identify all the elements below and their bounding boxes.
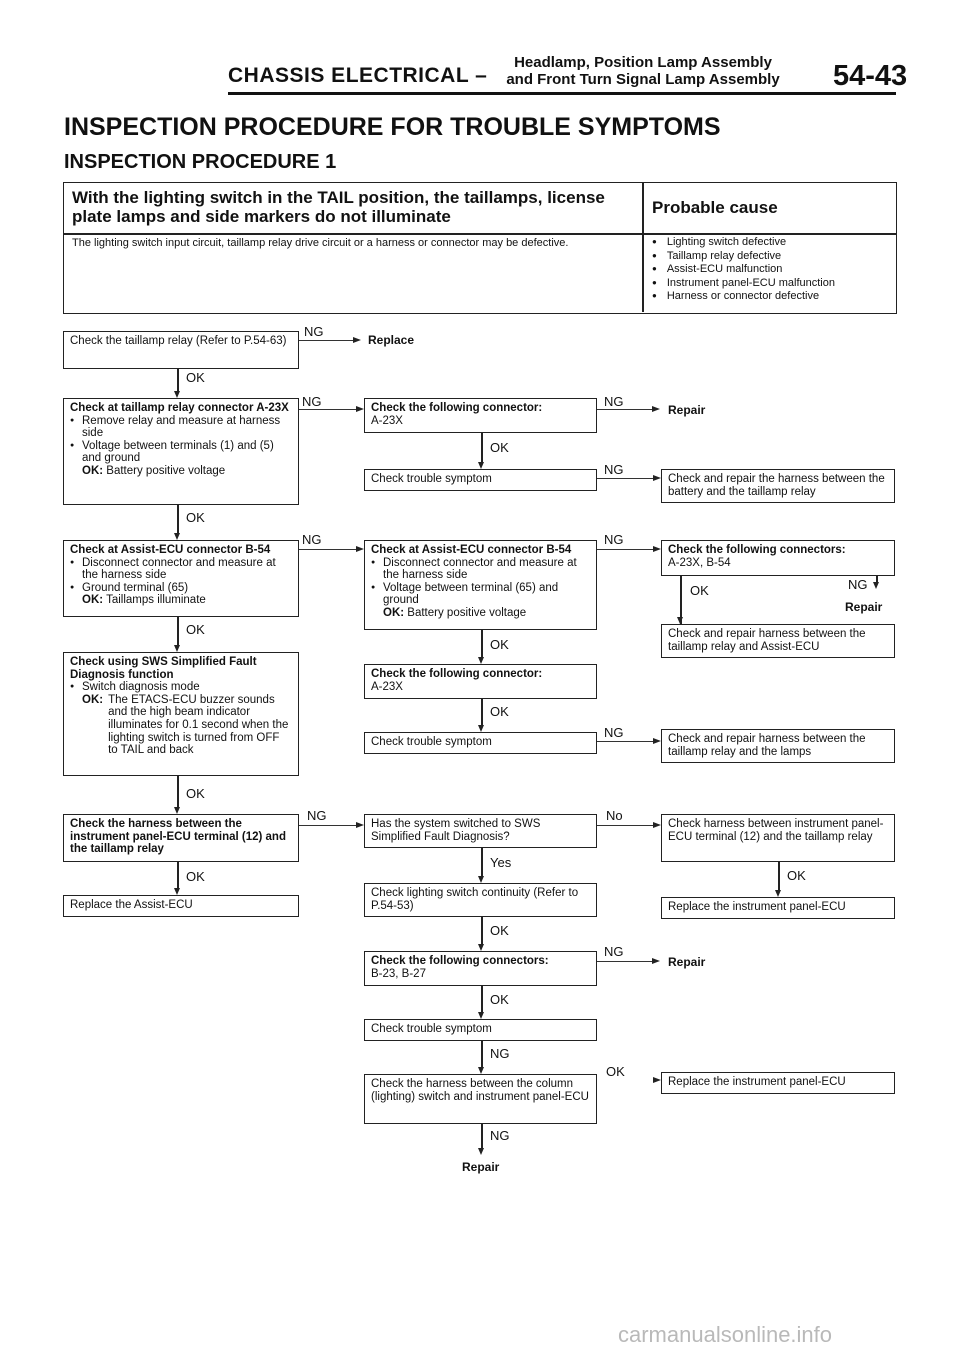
arrow-down-icon [174,391,180,398]
watermark: carmanualsonline.info [618,1322,833,1347]
step-item: ● Disconnect connector and measure at the harness side [70,557,292,582]
step-sws-diagnosis: Check using SWS Simplified Fault Diagnosis function ● Switch diagnosis mode OK: The ETACS-ECU buzzer sounds and the high beam indicator illuminates for 0.1 second when the lighting switch is turned from OFF to TAIL and back [63,652,299,776]
step-item: ● Switch diagnosis mode [70,681,292,694]
cause-item: ● Assist-ECU malfunction [652,263,835,277]
arrow-down-icon [478,1067,484,1074]
repair-label: Repair [668,955,706,969]
section-title: CHASSIS ELECTRICAL – [228,64,488,87]
arrow-down-icon [174,645,180,652]
step-check-ipecu-relay-harness: Check the harness between the instrument panel-ECU terminal (12) and the taillamp relay [63,814,299,862]
ok-label: OK [690,583,709,598]
flow-line [481,1124,483,1148]
step-check-taillamp-relay: Check the taillamp relay (Refer to P.54-63) [63,331,299,369]
arrow-right-icon [652,406,660,412]
step-check-connectors-a23x-b54: Check the following connectors: A-23X, B-54 [661,540,895,576]
flow-line [597,549,653,550]
arrow-down-icon [677,617,683,624]
flow-line [177,862,179,888]
ok-label: OK [186,622,205,637]
cause-item: ● Lighting switch defective [652,236,835,250]
table-divider [63,233,896,235]
step-check-column-switch-harness: Check the harness between the column (lighting) switch and instrument panel-ECU [364,1074,597,1124]
arrow-down-icon [775,890,781,897]
step-check-ipecu-harness: Check harness between instrument panel-ECU terminal (12) and the taillamp relay [661,814,895,862]
arrow-down-icon [478,657,484,664]
header-rule [228,92,896,95]
arrow-down-icon [478,944,484,951]
ok-label: OK [606,1064,625,1079]
ok-label: OK [186,370,205,385]
symptom-description: The lighting switch input circuit, taillamp relay drive circuit or a harness or connector may be defective. [72,237,569,249]
step-replace-ipecu-2: Replace the instrument panel-ECU [661,1072,895,1094]
step-item: ● Remove relay and measure at harness side [70,415,292,440]
flow-line [299,340,353,341]
flow-line [177,505,179,533]
flow-line [597,409,652,410]
step-item: ● Disconnect connector and measure at the harness side [371,557,590,582]
ng-label: NG [490,1046,510,1061]
replace-label: Replace [368,333,415,347]
flow-line [299,409,356,410]
arrow-down-icon [478,725,484,732]
ok-label: OK [490,992,509,1007]
arrow-down-icon [873,582,879,589]
step-replace-ipecu: Replace the instrument panel-ECU [661,897,895,919]
ng-label: NG [302,394,322,409]
flow-line [177,369,179,391]
flow-line [778,862,780,890]
flow-line [481,848,483,876]
arrow-down-icon [478,462,484,469]
ng-label: NG [604,462,624,477]
step-check-assist-ecu-voltage: Check at Assist-ECU connector B-54 ● Disconnect connector and measure at the harness side ● Voltage between terminal (65) and ground OK: Battery positive voltage [364,540,597,630]
step-check-trouble-symptom: Check trouble symptom [364,469,597,491]
page-number: 54-43 [833,60,908,92]
flow-line [481,1041,483,1067]
ok-label: OK [490,637,509,652]
step-check-connectors-b23-b27: Check the following connectors: B-23, B-27 [364,951,597,986]
arrow-right-icon [653,546,661,552]
arrow-down-icon [174,807,180,814]
ok-label: OK [490,704,509,719]
step-check-connector-a23x: Check the following connector: A-23X [364,398,597,433]
step-item: ● Voltage between terminals (1) and (5) and ground [70,440,292,465]
step-item: ● Ground terminal (65) [70,582,292,595]
ng-label: NG [604,532,624,547]
ng-label: NG [604,944,624,959]
procedure-title: INSPECTION PROCEDURE 1 [64,151,337,173]
step-item: ● Voltage between terminal (65) and ground [371,582,590,607]
arrow-right-icon [653,1077,661,1083]
step-check-assist-ecu-ground: Check at Assist-ECU connector B-54 ● Disconnect connector and measure at the harness side ● Ground terminal (65) OK: Taillamps illuminate [63,540,299,617]
step-question-sws-switched: Has the system switched to SWS Simplified Fault Diagnosis? [364,814,597,848]
no-label: No [606,808,623,823]
flow-line [481,917,483,944]
step-repair-relay-ecu-harness: Check and repair harness between the taillamp relay and Assist-ECU [661,624,895,658]
cause-item: ● Taillamp relay defective [652,250,835,264]
repair-label: Repair [845,600,883,614]
page-title: INSPECTION PROCEDURE FOR TROUBLE SYMPTOMS [64,113,721,141]
step-repair-battery-harness: Check and repair the harness between the battery and the taillamp relay [661,469,895,503]
ng-label: NG [307,808,327,823]
arrow-right-icon [356,406,364,412]
ng-label: NG [848,577,868,592]
flow-line [177,776,179,807]
flow-line [597,825,653,826]
step-check-trouble-symptom-3: Check trouble symptom [364,1019,597,1041]
ng-label: NG [304,324,324,339]
arrow-right-icon [356,546,364,552]
arrow-right-icon [652,958,660,964]
arrow-right-icon [353,337,361,343]
arrow-down-icon [478,1148,484,1155]
repair-label: Repair [462,1160,500,1174]
step-repair-relay-lamps-harness: Check and repair harness between the taillamp relay and the lamps [661,729,895,763]
step-replace-assist-ecu: Replace the Assist-ECU [63,895,299,917]
step-check-relay-connector: Check at taillamp relay connector A-23X ● Remove relay and measure at harness side ● Voltage between terminals (1) and (5) and ground OK: Battery positive voltage [63,398,299,505]
flow-line [299,825,356,826]
cause-item: ● Instrument panel-ECU malfunction [652,277,835,291]
arrow-right-icon [653,738,661,744]
ng-label: NG [604,394,624,409]
cause-item: ● Harness or connector defective [652,290,835,304]
step-check-connector-a23x-2: Check the following connector: A-23X [364,664,597,699]
table-divider [642,182,644,312]
ok-label: OK [186,510,205,525]
flow-line [597,961,652,962]
repair-label: Repair [668,403,706,417]
ok-label: OK [490,923,509,938]
flow-line [177,617,179,645]
flow-line [481,630,483,657]
arrow-right-icon [356,822,364,828]
ok-label: OK [186,869,205,884]
flow-line [481,433,483,462]
ng-label: NG [490,1128,510,1143]
ok-label: OK [490,440,509,455]
ok-label: OK [186,786,205,801]
ng-label: NG [302,532,322,547]
yes-label: Yes [490,855,512,870]
flow-line [597,741,653,742]
flow-line [597,478,653,479]
probable-cause-list [652,236,835,304]
arrow-down-icon [174,533,180,540]
ng-label: NG [604,725,624,740]
section-subtitle: Headlamp, Position Lamp Assembly and Front Turn Signal Lamp Assembly [506,54,780,88]
probable-cause-heading: Probable cause [652,198,778,217]
arrow-right-icon [653,475,661,481]
flow-line [481,699,483,725]
arrow-down-icon [478,1012,484,1019]
arrow-down-icon [174,888,180,895]
step-check-trouble-symptom-2: Check trouble symptom [364,732,597,754]
arrow-right-icon [653,822,661,828]
flow-line [299,549,356,550]
symptom-title: With the lighting switch in the TAIL position, the taillamps, license plate lamps and side markers do not illuminate [72,188,605,226]
flow-line [481,986,483,1012]
step-check-lighting-switch: Check lighting switch continuity (Refer to P.54-53) [364,883,597,917]
ok-label: OK [787,868,806,883]
arrow-down-icon [478,876,484,883]
